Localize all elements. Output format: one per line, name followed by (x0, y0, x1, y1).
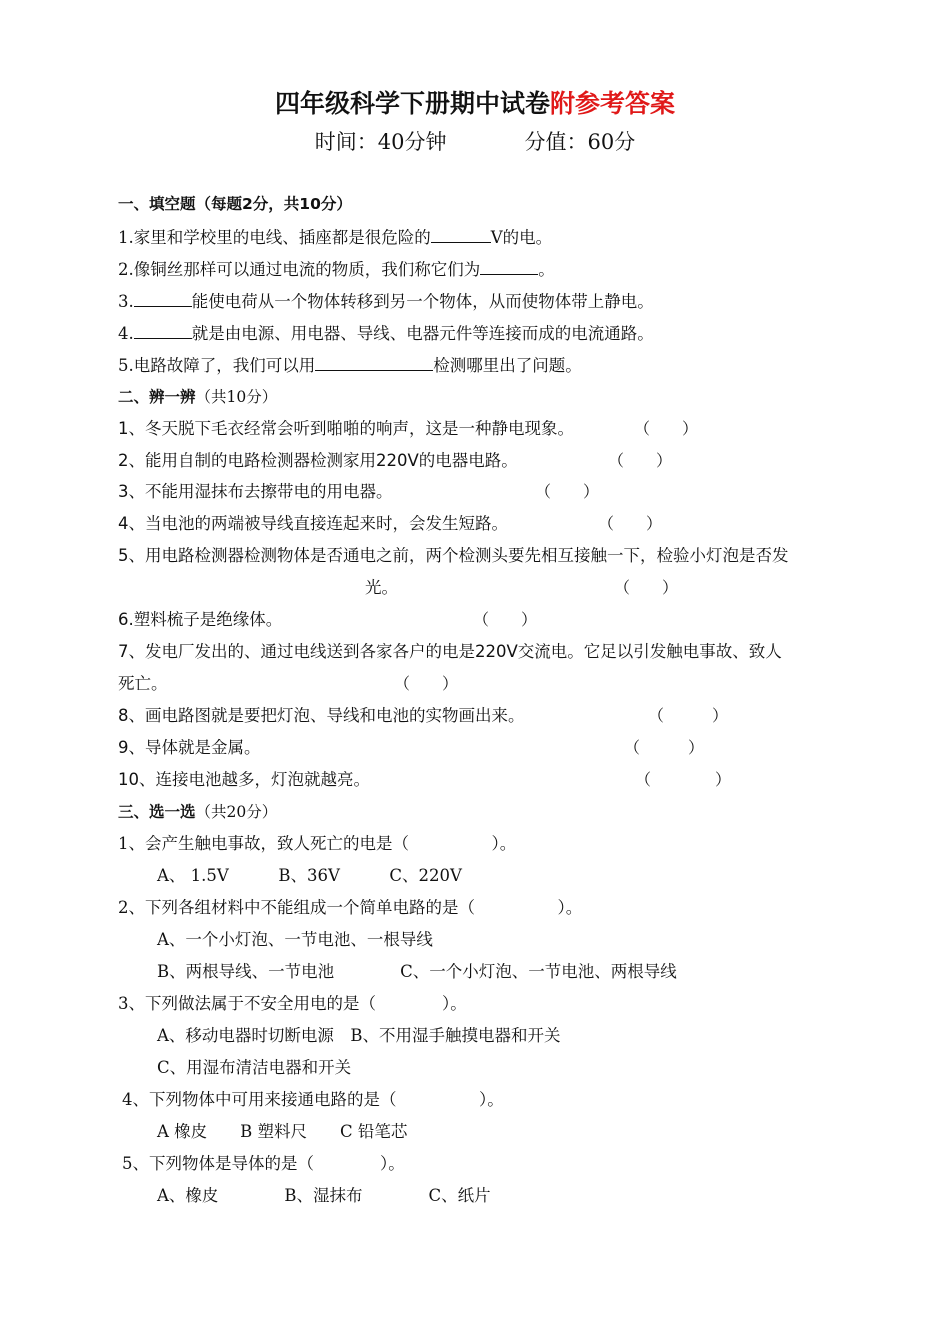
answer-blank[interactable] (134, 290, 192, 307)
answer-parentheses[interactable]: （ ） (608, 451, 673, 470)
fill-question-1: 1.家里和学校里的电线、插座都是很危险的 V的电。 (118, 228, 553, 247)
answer-parentheses[interactable]: （ ） (634, 419, 699, 438)
section1-heading: 一、填空题（每题2分，共10分） (118, 195, 352, 213)
exam-time: 时间：40分钟 (314, 130, 447, 154)
title-answer-note: 附参考答案 (550, 89, 676, 118)
judge-item-8: 8、画电路图就是要把灯泡、导线和电池的实物画出来。 (118, 706, 525, 725)
choice-question-1: 1、会产生触电事故，致人死亡的电是（ ）。 (118, 834, 517, 853)
judge-item-6: 6.塑料梳子是绝缘体。 (118, 610, 283, 629)
choice-question-3: 3、下列做法属于不安全用电的是（ ）。 (118, 994, 467, 1013)
choice-option-2a[interactable]: A、一个小灯泡、一节电池、一根导线 (157, 930, 433, 949)
judge-item-5-cont: 光。 (365, 578, 398, 597)
choice-options-2bc[interactable]: B、两根导线、一节电池 C、一个小灯泡、一节电池、两根导线 (157, 962, 677, 981)
judge-item-10: 10、连接电池越多，灯泡就越亮。 (118, 770, 370, 789)
exam-score: 分值：60分 (524, 130, 636, 154)
choice-option-3c[interactable]: C、用湿布清洁电器和开关 (157, 1058, 352, 1077)
answer-parentheses[interactable]: （ ） (535, 482, 600, 501)
answer-parentheses[interactable]: （ ） (635, 770, 732, 789)
answer-parentheses[interactable]: （ ） (614, 578, 679, 597)
exam-info (0, 128, 950, 156)
answer-parentheses[interactable]: （ ） (598, 514, 663, 533)
answer-parentheses[interactable]: （ ） (394, 674, 459, 693)
fill-question-5: 5.电路故障了，我们可以用 检测哪里出了问题。 (118, 356, 582, 375)
judge-item-9: 9、导体就是金属。 (118, 738, 261, 757)
answer-blank[interactable] (134, 322, 192, 339)
choice-question-2: 2、下列各组材料中不能组成一个简单电路的是（ ）。 (118, 898, 583, 917)
judge-item-7-cont: 死亡。 (118, 674, 168, 693)
answer-blank[interactable] (315, 354, 433, 371)
judge-item-7: 7、发电厂发出的、通过电线送到各家各户的电是220V交流电。它足以引发触电事故、致人 (118, 642, 782, 661)
fill-question-4: 4. 就是由电源、用电器、导线、电器元件等连接而成的电流通路。 (118, 324, 654, 343)
answer-blank[interactable] (431, 226, 491, 243)
judge-item-2: 2、能用自制的电路检测器检测家用220V的电器电路。 (118, 451, 518, 470)
choice-question-5: 5、下列物体是导体的是（ ）。 (122, 1154, 405, 1173)
answer-parentheses[interactable]: （ ） (473, 610, 538, 629)
choice-options-4[interactable]: A 橡皮 B 塑料尺 C 铅笔芯 (157, 1122, 408, 1141)
fill-question-2: 2.像铜丝那样可以通过电流的物质，我们称它们为 。 (118, 260, 555, 279)
title-main: 四年级科学下册期中试卷 (274, 89, 550, 118)
page-title (0, 88, 950, 120)
choice-question-4: 4、下列物体中可用来接通电路的是（ ）。 (122, 1090, 504, 1109)
judge-item-1: 1、冬天脱下毛衣经常会听到啪啪的响声，这是一种静电现象。 (118, 419, 574, 438)
judge-item-4: 4、当电池的两端被导线直接连起来时，会发生短路。 (118, 514, 508, 533)
choice-options-3ab[interactable]: A、移动电器时切断电源 B、不用湿手触摸电器和开关 (157, 1026, 561, 1045)
answer-blank[interactable] (480, 258, 538, 275)
answer-parentheses[interactable]: （ ） (624, 738, 705, 757)
choice-options-1[interactable]: A、 1.5V B、36V C、220V (157, 866, 462, 885)
judge-item-3: 3、不能用湿抹布去擦带电的用电器。 (118, 482, 393, 501)
answer-parentheses[interactable]: （ ） (648, 706, 729, 725)
section3-heading: 三、选一选（共20分） (118, 803, 278, 821)
judge-item-5: 5、用电路检测器检测物体是否通电之前，两个检测头要先相互接触一下，检验小灯泡是否发 (118, 546, 789, 565)
choice-options-5[interactable]: A、橡皮 B、湿抹布 C、纸片 (157, 1186, 491, 1205)
fill-question-3: 3. 能使电荷从一个物体转移到另一个物体，从而使物体带上静电。 (118, 292, 654, 311)
section2-heading: 二、辨一辨（共10分） (118, 388, 278, 406)
